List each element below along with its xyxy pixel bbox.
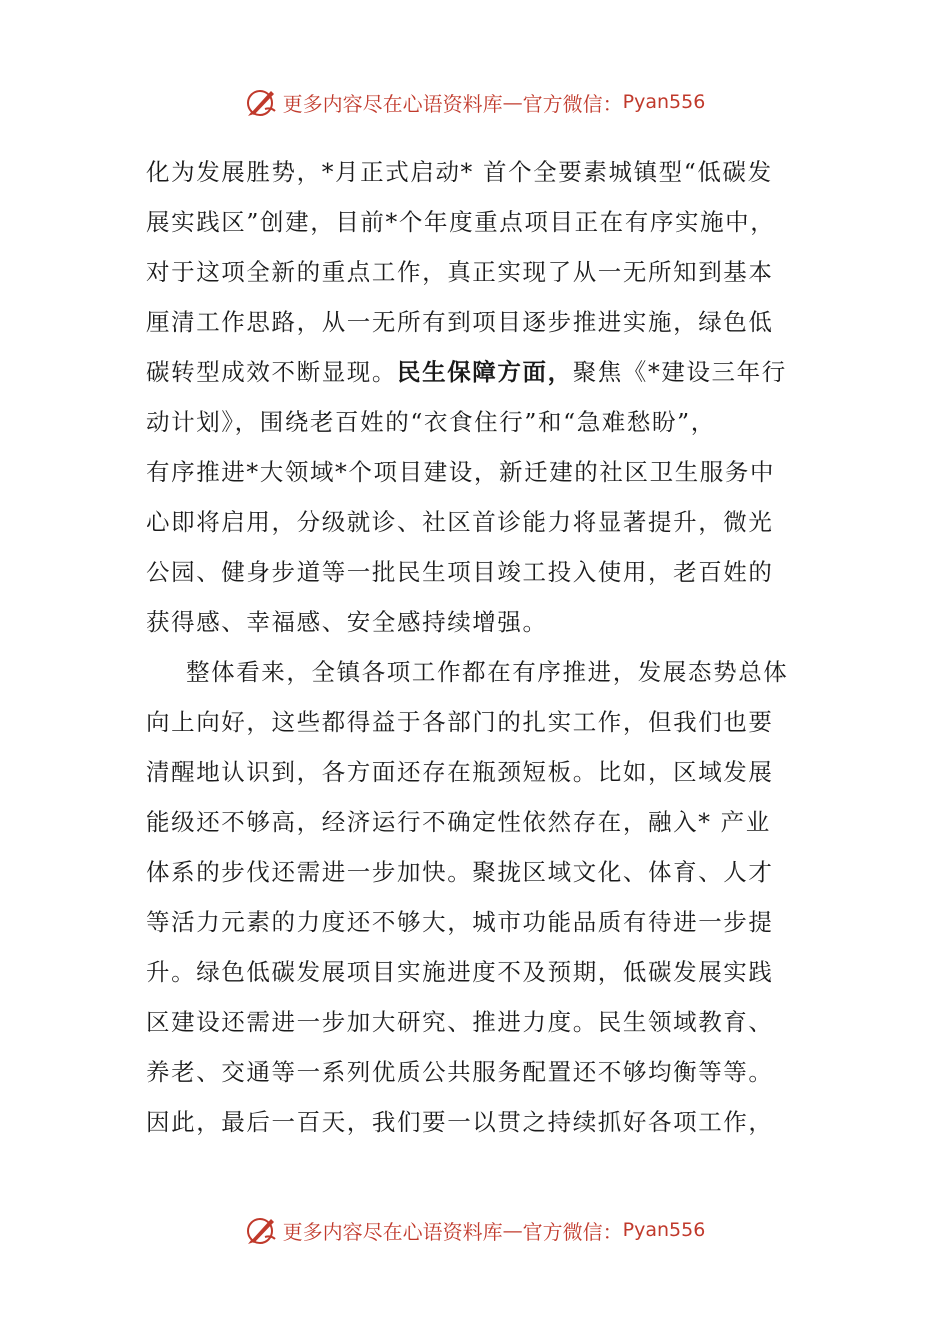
watermark-wechat-label: 官方微信：	[522, 1219, 623, 1244]
watermark-text: 更多内容尽在心语资料库	[282, 1219, 503, 1244]
text-line: 向上向好，这些都得益于各部门的扎实工作，但我们也要	[146, 708, 774, 736]
text-line-with-heading	[146, 347, 806, 397]
document-body	[146, 147, 806, 1147]
text-line: 动计划》，围绕老百姓的“衣食住行”和“急难愁盼”，	[146, 408, 716, 436]
text-line: 心即将启用，分级就诊、社区首诊能力将显著提升，微光	[146, 508, 774, 536]
text-line: 因此，最后一百天，我们要一以贯之持续抓好各项工作，	[146, 1108, 774, 1136]
text-line: 能级还不够高，经济运行不确定性依然存在，融入* 产业	[146, 808, 771, 836]
text-segment: 聚焦《*建设三年行	[572, 358, 787, 386]
section-heading-inline: 民生保障方面，	[397, 358, 573, 386]
paragraph-first-line: 整体看来，全镇各项工作都在有序推进，发展态势总体	[186, 658, 789, 686]
text-line: 区建设还需进一步加大研究、推进力度。民生领域教育、	[146, 1008, 774, 1036]
footer-watermark	[0, 1208, 950, 1252]
text-line: 化为发展胜势，*月正式启动* 首个全要素城镇型“低碳发	[146, 158, 773, 186]
watermark-dash: —	[502, 90, 523, 114]
watermark-dash: —	[502, 1218, 523, 1242]
text-line: 厘清工作思路，从一无所有到项目逐步推进实施，绿色低	[146, 308, 774, 336]
text-line: 对于这项全新的重点工作，真正实现了从一无所知到基本	[146, 258, 774, 286]
text-line: 清醒地认识到，各方面还存在瓶颈短板。比如，区域发展	[146, 758, 774, 786]
text-line: 展实践区”创建，目前*个年度重点项目正在有序实施中，	[146, 208, 776, 236]
text-line: 养老、交通等一系列优质公共服务配置还不够均衡等等。	[146, 1058, 774, 1086]
text-line: 有序推进*大领域*个项目建设，新迁建的社区卫生服务中	[146, 458, 776, 486]
watermark-wechat-id: Pyan556	[622, 1219, 706, 1241]
text-segment: 碳转型成效不断显现。	[146, 358, 397, 386]
text-line: 体系的步伐还需进一步加快。聚拢区域文化、体育、人才	[146, 858, 774, 886]
pen-circle-logo-icon	[245, 1213, 279, 1247]
text-line: 等活力元素的力度还不够大，城市功能品质有待进一步提	[146, 908, 774, 936]
watermark-wechat-label: 官方微信：	[522, 91, 623, 116]
watermark-text: 更多内容尽在心语资料库	[282, 91, 503, 116]
text-line: 公园、健身步道等一批民生项目竣工投入使用，老百姓的	[146, 558, 774, 586]
header-watermark	[0, 80, 950, 124]
text-line: 获得感、幸福感、安全感持续增强。	[146, 608, 548, 636]
watermark-wechat-id: Pyan556	[622, 91, 706, 113]
pen-circle-logo-icon	[245, 85, 279, 119]
text-line: 升。绿色低碳发展项目实施进度不及预期，低碳发展实践	[146, 958, 774, 986]
